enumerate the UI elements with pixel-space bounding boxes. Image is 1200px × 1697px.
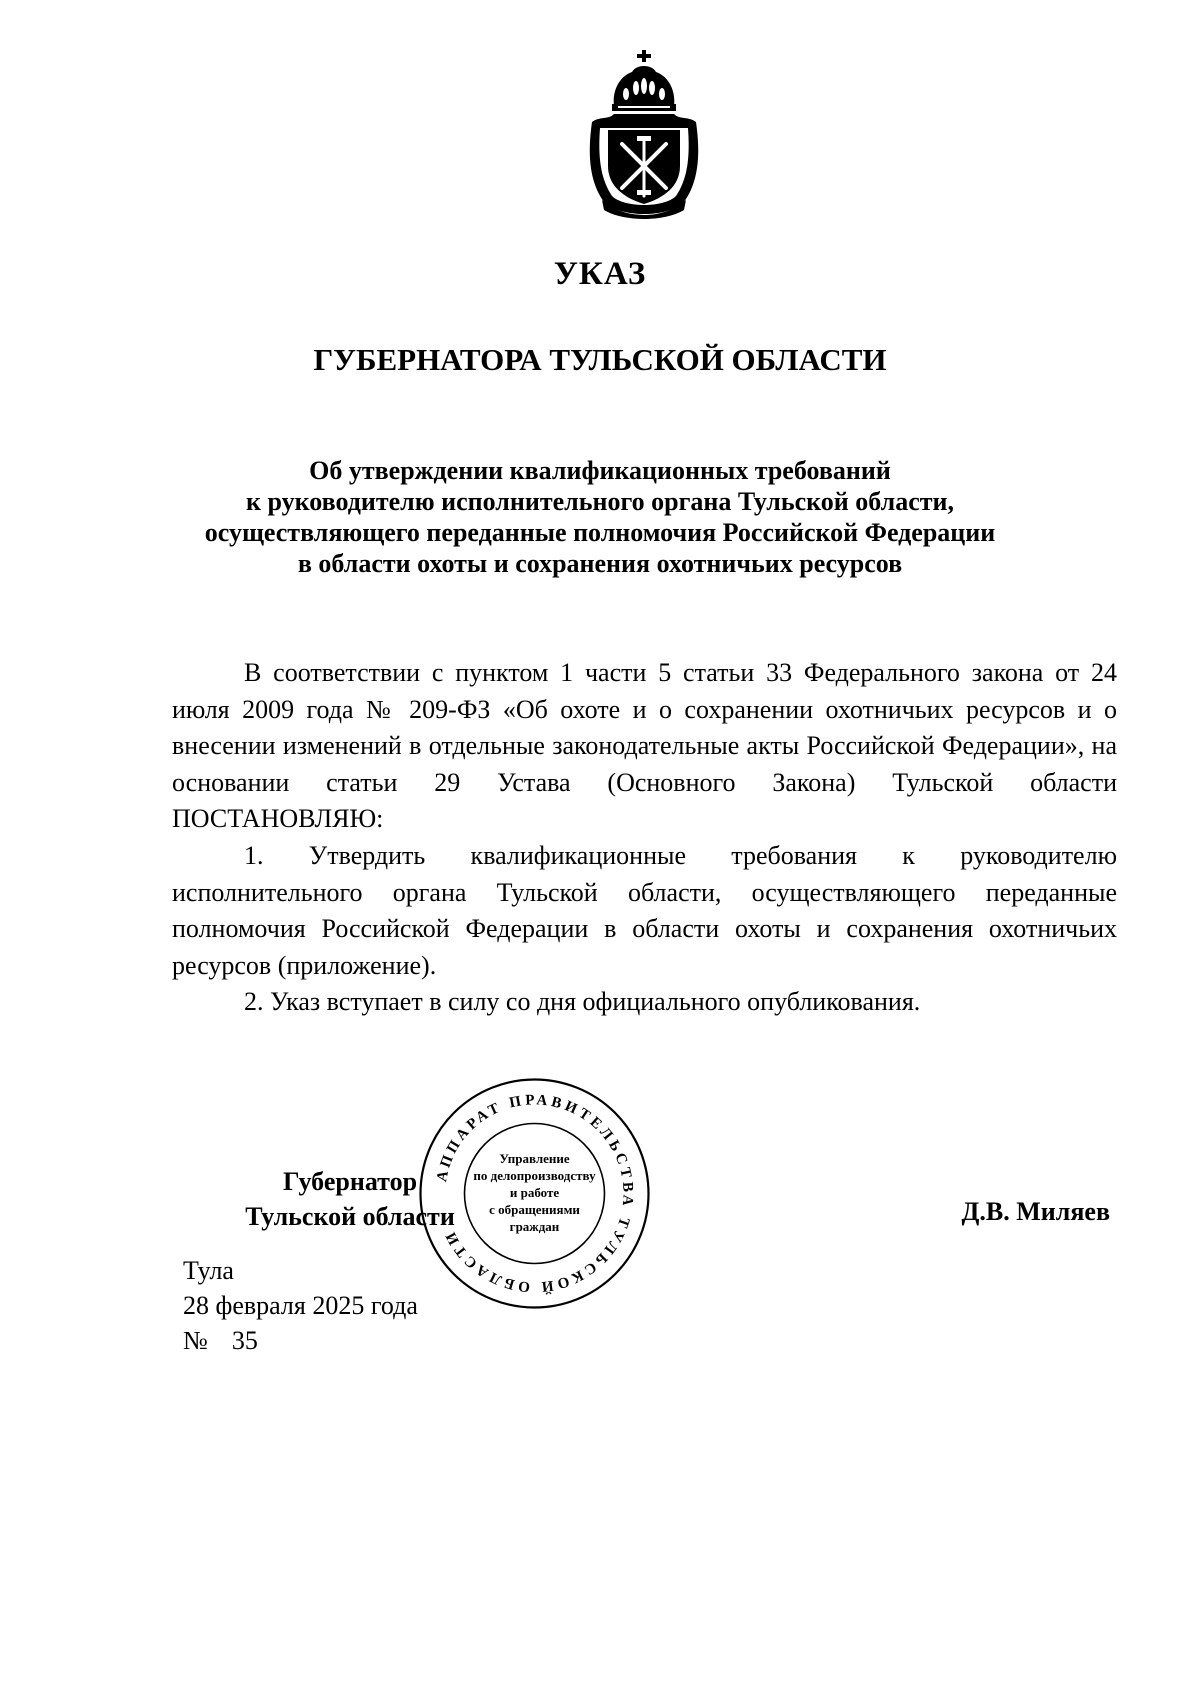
official-stamp (418, 1077, 651, 1310)
svg-text:Управление: Управление (499, 1151, 570, 1166)
svg-text:АППАРАТ ПРАВИТЕЛЬСТВА ТУЛЬСКОЙ: АППАРАТ ПРАВИТЕЛЬСТВА ТУЛЬСКОЙ ОБЛАСТИ (434, 1092, 636, 1295)
issuer-heading: ГУБЕРНАТОРА ТУЛЬСКОЙ ОБЛАСТИ (313, 342, 887, 377)
signatory-name: Д.В. Миляев (961, 1197, 1110, 1226)
decree-item-1: 1. Утвердить квалификационные требования к руководителю исполнительного органа Тульской области, осуществляющего переданные полномочия Российской Федерации в области охоты и сохранения охотничьих ресурсов (приложение). (172, 840, 1117, 980)
title-line: осуществляющего переданные полномочия Российской Федерации (204, 518, 996, 547)
svg-text:и работе: и работе (509, 1185, 560, 1200)
title-line: в области охоты и сохранения охотничьих ресурсов (297, 549, 903, 578)
number-label: № (183, 1326, 208, 1355)
title-line: Об утверждении квалификационных требований (309, 456, 891, 485)
date: 28 февраля 2025 года (183, 1291, 418, 1320)
tula-coat-of-arms-icon (584, 50, 704, 222)
signatory-title-line: Губернатор (282, 1167, 418, 1196)
document-title (150, 455, 1050, 579)
document-body (172, 655, 1117, 1021)
preamble-paragraph: В соответствии с пунктом 1 части 5 статьи 33 Федерального закона от 24 июля 2009 года № 209-ФЗ «Об охоте и о сохранении охотничьих ресурсов и о внесении изменений в отдельные законодательные акты Российской Федерации», на основании статьи 29 Устава (Основного Закона) Тульской области ПОСТАНОВЛЯЮ: (172, 658, 1117, 834)
document-details (183, 1253, 418, 1358)
city: Тула (183, 1256, 234, 1285)
number-value: 35 (231, 1326, 258, 1355)
document-number (183, 1323, 418, 1358)
svg-text:с обращениями: с обращениями (489, 1202, 580, 1217)
decree-item-2: 2. Указ вступает в силу со дня официального опубликования. (244, 987, 921, 1017)
svg-text:по делопроизводству: по делопроизводству (473, 1168, 596, 1183)
svg-text:граждан: граждан (509, 1219, 560, 1234)
document-type: УКАЗ (553, 256, 647, 292)
signatory-title-line: Тульской области (245, 1202, 455, 1231)
title-line: к руководителю исполнительного органа Тульской области, (246, 487, 954, 516)
